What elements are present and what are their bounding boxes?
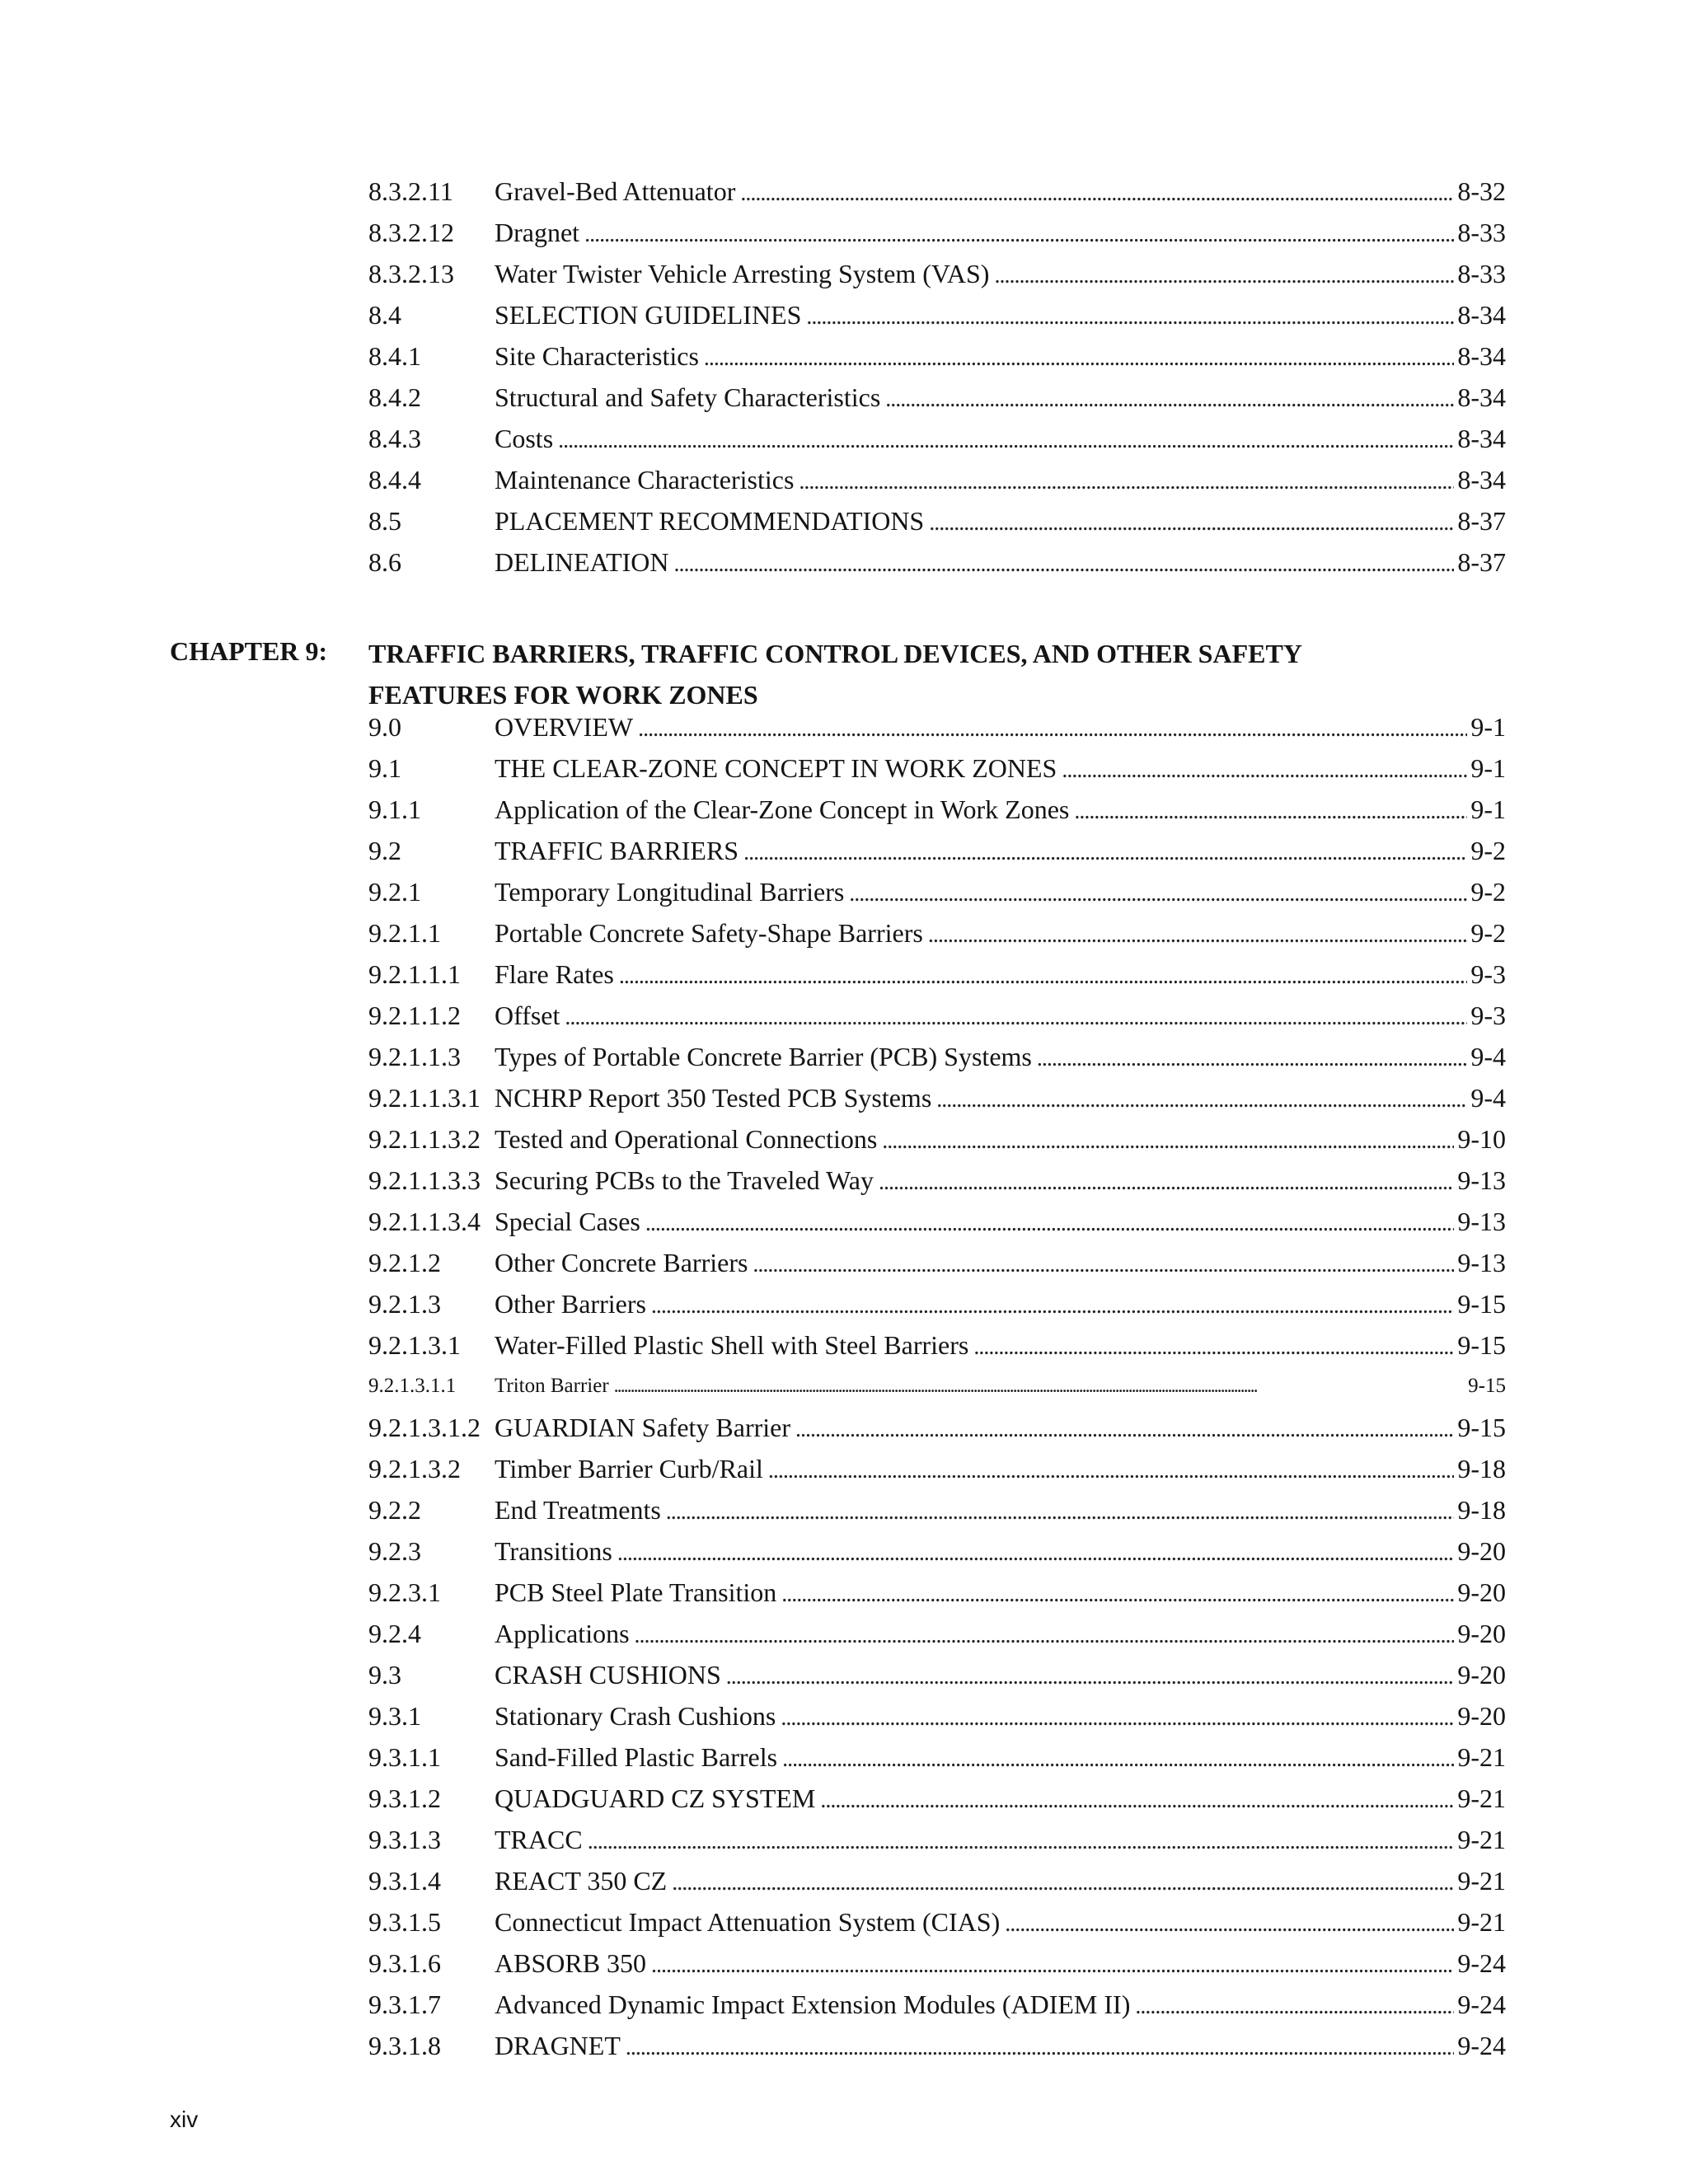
chapter-label: CHAPTER 9:	[170, 636, 328, 666]
toc-entry-page: 9-21	[1457, 1907, 1506, 1937]
toc-entry-number: 8.6	[368, 547, 401, 577]
toc-entry-number: 9.0	[368, 712, 401, 742]
toc-entry-number: 9.2.3.1	[368, 1577, 441, 1607]
toc-entry[interactable]	[368, 462, 1506, 498]
toc-entry-title: Securing PCBs to the Traveled Way	[495, 1165, 874, 1195]
toc-entry-page: 9-15	[1468, 1375, 1506, 1397]
toc-entry-page: 9-24	[1457, 2031, 1506, 2060]
toc-entry[interactable]	[368, 1533, 1506, 1569]
toc-entry-page: 8-37	[1457, 547, 1506, 577]
toc-entry-page: 8-32	[1457, 176, 1506, 206]
toc-entry[interactable]	[368, 297, 1506, 333]
toc-entry-number: 9.2.1.1.3.3	[368, 1165, 481, 1195]
toc-entry[interactable]	[368, 255, 1506, 292]
toc-entry-title: Other Barriers	[495, 1289, 646, 1319]
toc-entry[interactable]	[368, 1821, 1506, 1858]
toc-entry[interactable]	[368, 214, 1506, 251]
toc-entry-title: Site Characteristics	[495, 341, 699, 371]
toc-dot-leader	[588, 1824, 1455, 1860]
toc-entry-number: 9.3.1.4	[368, 1866, 441, 1896]
toc-entry[interactable]	[368, 420, 1506, 457]
toc-dot-leader	[584, 217, 1454, 253]
toc-entry-page: 9-20	[1457, 1536, 1506, 1566]
toc-entry-number: 9.3.1.6	[368, 1948, 441, 1978]
toc-entry-page: 9-2	[1470, 836, 1506, 865]
page-number: xiv	[170, 2107, 199, 2132]
toc-entry-page: 9-24	[1457, 1948, 1506, 1978]
toc-dot-leader	[936, 1082, 1467, 1118]
toc-entry-page: 8-34	[1457, 341, 1506, 371]
toc-entry-number: 9.2.1.1.1	[368, 959, 461, 989]
toc-dot-leader	[614, 1368, 1465, 1404]
toc-entry-page: 9-13	[1457, 1165, 1506, 1195]
toc-entry-title: Portable Concrete Safety-Shape Barriers	[495, 918, 923, 948]
toc-entry[interactable]	[368, 1327, 1506, 1363]
toc-entry-page: 9-10	[1457, 1124, 1506, 1154]
toc-entry-page: 8-34	[1457, 300, 1506, 330]
toc-entry-number: 9.2.1.1.3	[368, 1042, 461, 1071]
toc-entry-page: 9-21	[1457, 1825, 1506, 1854]
toc-entry-title: DRAGNET	[495, 2031, 621, 2060]
toc-dot-leader	[743, 835, 1467, 871]
toc-entry-number: 9.2.1.1.3.4	[368, 1207, 481, 1236]
toc-entry[interactable]	[368, 1162, 1506, 1198]
toc-entry-number: 9.3.1.7	[368, 1990, 441, 2019]
toc-entry-page: 9-20	[1457, 1660, 1506, 1690]
toc-entry-number: 9.1.1	[368, 794, 421, 824]
toc-entry[interactable]	[368, 1038, 1506, 1075]
toc-dot-leader	[1062, 752, 1467, 789]
toc-entry-page: 9-1	[1470, 712, 1506, 742]
toc-entry-number: 9.2.1.1.3.2	[368, 1124, 481, 1154]
toc-entry[interactable]	[368, 997, 1506, 1033]
toc-entry[interactable]	[368, 1615, 1506, 1652]
toc-entry-page: 9-20	[1457, 1577, 1506, 1607]
toc-entry-page: 8-33	[1457, 259, 1506, 288]
toc-entry-page: 8-34	[1457, 382, 1506, 412]
toc-entry-number: 9.2.3	[368, 1536, 421, 1566]
toc-entry-number: 9.2.1	[368, 877, 421, 907]
toc-entry-title: Costs	[495, 424, 554, 453]
toc-entry-title: Timber Barrier Curb/Rail	[495, 1454, 763, 1483]
toc-dot-leader	[994, 258, 1454, 294]
toc-entry-page: 9-15	[1457, 1330, 1506, 1360]
toc-entry-page: 9-21	[1457, 1742, 1506, 1772]
toc-dot-leader	[781, 1700, 1454, 1736]
toc-dot-leader	[645, 1206, 1455, 1242]
toc-entry[interactable]	[368, 1286, 1506, 1322]
toc-dot-leader	[882, 1123, 1454, 1160]
toc-dot-leader	[820, 1783, 1454, 1819]
toc-dot-leader	[565, 1000, 1467, 1036]
toc-entry-page: 9-24	[1457, 1990, 1506, 2019]
toc-entry-number: 9.3	[368, 1660, 401, 1690]
toc-entry-number: 8.5	[368, 506, 401, 536]
toc-dot-leader	[666, 1494, 1455, 1530]
chapter-title: TRAFFIC BARRIERS, TRAFFIC CONTROL DEVICES, AND OTHER SAFETY FEATURES FOR WORK ZONES	[368, 639, 1301, 710]
toc-entry-page: 8-34	[1457, 424, 1506, 453]
toc-entry[interactable]	[368, 791, 1506, 827]
toc-entry[interactable]	[368, 1203, 1506, 1240]
toc-entry-page: 9-21	[1457, 1866, 1506, 1896]
toc-entry-page: 9-3	[1470, 1001, 1506, 1030]
toc-entry-number: 9.2.1.1.2	[368, 1001, 461, 1030]
toc-dot-leader	[651, 1288, 1454, 1324]
toc-dot-leader	[849, 876, 1467, 912]
toc-entry-page: 9-15	[1457, 1413, 1506, 1442]
toc-entry-title: GUARDIAN Safety Barrier	[495, 1413, 791, 1442]
toc-entry[interactable]	[368, 915, 1506, 951]
toc-dot-leader	[782, 1741, 1454, 1778]
toc-entry[interactable]	[368, 1492, 1506, 1528]
toc-entry[interactable]	[368, 1657, 1506, 1693]
toc-entry-number: 8.3.2.13	[368, 259, 454, 288]
toc-entry-title: ABSORB 350	[495, 1948, 647, 1978]
toc-entry-title: THE CLEAR-ZONE CONCEPT IN WORK ZONES	[495, 753, 1057, 783]
toc-entry-page: 9-13	[1457, 1248, 1506, 1277]
toc-entry[interactable]	[368, 750, 1506, 786]
toc-entry-title: OVERVIEW	[495, 712, 634, 742]
toc-entry-number: 9.2.1.3.1.2	[368, 1413, 481, 1442]
toc-entry[interactable]	[368, 1863, 1506, 1899]
toc-entry-number: 8.4.4	[368, 465, 421, 494]
toc-entry[interactable]	[368, 1945, 1506, 1981]
toc-entry[interactable]	[368, 1451, 1506, 1487]
toc-entry[interactable]	[368, 1986, 1506, 2022]
toc-dot-leader	[619, 958, 1468, 995]
toc-entry-title: SELECTION GUIDELINES	[495, 300, 802, 330]
toc-entry-page: 9-18	[1457, 1454, 1506, 1483]
toc-entry[interactable]	[368, 709, 1506, 745]
toc-entry-number: 9.3.1.3	[368, 1825, 441, 1854]
toc-entry-number: 9.3.1.8	[368, 2031, 441, 2060]
toc-entry-number: 8.3.2.12	[368, 218, 454, 247]
toc-entry-title: Temporary Longitudinal Barriers	[495, 877, 845, 907]
toc-entry-page: 8-33	[1457, 218, 1506, 247]
toc-entry-title: Types of Portable Concrete Barrier (PCB) Systems	[495, 1042, 1032, 1071]
toc-entry[interactable]	[368, 1244, 1506, 1281]
toc-entry-title: QUADGUARD CZ SYSTEM	[495, 1783, 816, 1813]
toc-dot-leader	[1074, 794, 1467, 830]
toc-entry-title: Structural and Safety Characteristics	[495, 382, 881, 412]
toc-dot-leader	[651, 1947, 1454, 1984]
toc-dot-leader	[726, 1659, 1455, 1695]
toc-dot-leader	[674, 546, 1455, 583]
toc-entry-title: Transitions	[495, 1536, 612, 1566]
toc-entry-page: 9-21	[1457, 1783, 1506, 1813]
toc-entry-title: DELINEATION	[495, 547, 669, 577]
toc-entry-title: TRAFFIC BARRIERS	[495, 836, 739, 865]
toc-entry-title: Dragnet	[495, 218, 580, 247]
toc-entry-number: 8.4.1	[368, 341, 421, 371]
toc-entry-page: 9-20	[1457, 1619, 1506, 1648]
toc-dot-leader	[1135, 1989, 1454, 2025]
toc-entry-page: 9-4	[1470, 1083, 1506, 1113]
toc-dot-leader	[558, 423, 1454, 459]
toc-entry-number: 9.2.1.3	[368, 1289, 441, 1319]
toc-dot-leader	[799, 464, 1454, 500]
toc-entry-page: 8-34	[1457, 465, 1506, 494]
toc-entry-number: 9.2.1.3.1.1	[368, 1375, 457, 1397]
toc-entry[interactable]	[368, 1368, 1506, 1404]
toc-entry[interactable]	[368, 2027, 1506, 2064]
toc-entry-number: 9.3.1.2	[368, 1783, 441, 1813]
toc-entry[interactable]	[368, 1080, 1506, 1116]
toc-entry-number: 9.2.1.1.3.1	[368, 1083, 481, 1113]
toc-dot-leader	[806, 299, 1454, 335]
toc-entry-title: REACT 350 CZ	[495, 1866, 668, 1896]
toc-entry-title: Stationary Crash Cushions	[495, 1701, 776, 1731]
toc-dot-leader	[795, 1412, 1454, 1448]
toc-dot-leader	[879, 1165, 1454, 1201]
toc-entry-title: Connecticut Impact Attenuation System (CIAS)	[495, 1907, 1001, 1937]
toc-entry-number: 9.2.2	[368, 1495, 421, 1525]
toc-entry-number: 9.2.1.3.2	[368, 1454, 461, 1483]
toc-dot-leader	[885, 382, 1454, 418]
toc-dot-leader	[626, 2030, 1454, 2066]
toc-dot-leader	[617, 1535, 1454, 1572]
toc-entry-page: 9-2	[1470, 877, 1506, 907]
toc-entry-number: 8.3.2.11	[368, 176, 453, 206]
toc-entry-number: 9.3.1	[368, 1701, 421, 1731]
toc-entry-title: CRASH CUSHIONS	[495, 1660, 721, 1690]
toc-entry-title: Water Twister Vehicle Arresting System (VAS)	[495, 259, 990, 288]
toc-entry-page: 9-4	[1470, 1042, 1506, 1071]
toc-dot-leader	[635, 1618, 1455, 1654]
toc-dot-leader	[704, 340, 1454, 377]
toc-entry-page: 9-2	[1470, 918, 1506, 948]
toc-entry-title: Offset	[495, 1001, 560, 1030]
toc-entry-page: 9-13	[1457, 1207, 1506, 1236]
toc-entry[interactable]	[368, 874, 1506, 910]
toc-entry-page: 9-15	[1457, 1289, 1506, 1319]
toc-entry-title: Gravel-Bed Attenuator	[495, 176, 736, 206]
toc-entry[interactable]	[368, 1780, 1506, 1816]
toc-entry-title: Advanced Dynamic Impact Extension Modules (ADIEM II)	[495, 1990, 1131, 2019]
toc-entry-number: 9.2.1.1	[368, 918, 441, 948]
toc-entry[interactable]	[368, 173, 1506, 209]
toc-entry-title: Maintenance Characteristics	[495, 465, 795, 494]
toc-entry-title: PCB Steel Plate Transition	[495, 1577, 777, 1607]
toc-entry-title: PLACEMENT RECOMMENDATIONS	[495, 506, 925, 536]
toc-entry-title: Sand-Filled Plastic Barrels	[495, 1742, 778, 1772]
toc-entry[interactable]	[368, 338, 1506, 374]
toc-dot-leader	[753, 1247, 1454, 1283]
toc-dot-leader	[973, 1329, 1454, 1366]
toc-entry-title: End Treatments	[495, 1495, 661, 1525]
toc-entry-number: 8.4.2	[368, 382, 421, 412]
toc-dot-leader	[1005, 1906, 1454, 1943]
toc-entry-title: TRACC	[495, 1825, 583, 1854]
toc-entry[interactable]	[368, 1574, 1506, 1610]
toc-entry-page: 8-37	[1457, 506, 1506, 536]
toc-entry[interactable]	[368, 1904, 1506, 1940]
toc-dot-leader	[740, 176, 1454, 212]
toc-entry-number: 9.2.1.3.1	[368, 1330, 461, 1360]
toc-dot-leader	[768, 1453, 1454, 1489]
toc-entry-title: Application of the Clear-Zone Concept in Work Zones	[495, 794, 1070, 824]
toc-entry-page: 9-1	[1470, 794, 1506, 824]
toc-entry-page: 9-3	[1470, 959, 1506, 989]
toc-entry-title: Other Concrete Barriers	[495, 1248, 748, 1277]
toc-entry-number: 9.3.1.1	[368, 1742, 441, 1772]
toc-entry-number: 8.4.3	[368, 424, 421, 453]
toc-entry[interactable]	[368, 1739, 1506, 1775]
toc-entry-number: 9.2	[368, 836, 401, 865]
toc-entry-title: Triton Barrier	[495, 1375, 609, 1397]
toc-dot-leader	[928, 917, 1468, 954]
toc-entry-page: 9-1	[1470, 753, 1506, 783]
toc-entry[interactable]	[368, 379, 1506, 415]
toc-dot-leader	[638, 711, 1467, 748]
toc-dot-leader	[672, 1865, 1454, 1901]
toc-entry[interactable]	[368, 1121, 1506, 1157]
toc-entry-number: 9.1	[368, 753, 401, 783]
toc-dot-leader	[1037, 1041, 1467, 1077]
toc-entry-title: NCHRP Report 350 Tested PCB Systems	[495, 1083, 932, 1113]
toc-entry-title: Special Cases	[495, 1207, 640, 1236]
toc-entry[interactable]	[368, 832, 1506, 869]
toc-entry[interactable]	[368, 544, 1506, 580]
toc-entry-number: 9.3.1.5	[368, 1907, 441, 1937]
toc-dot-leader	[781, 1577, 1454, 1613]
toc-entry-number: 9.2.4	[368, 1619, 421, 1648]
toc-entry[interactable]	[368, 1698, 1506, 1734]
toc-entry-number: 8.4	[368, 300, 401, 330]
toc-dot-leader	[929, 505, 1454, 541]
toc-entry[interactable]	[368, 503, 1506, 539]
toc-entry-number: 9.2.1.2	[368, 1248, 441, 1277]
toc-entry-title: Water-Filled Plastic Shell with Steel Barriers	[495, 1330, 969, 1360]
toc-entry-title: Tested and Operational Connections	[495, 1124, 878, 1154]
toc-entry[interactable]	[368, 1409, 1506, 1446]
toc-entry-title: Flare Rates	[495, 959, 614, 989]
toc-entry[interactable]	[368, 956, 1506, 992]
toc-entry-page: 9-20	[1457, 1701, 1506, 1731]
toc-entry-page: 9-18	[1457, 1495, 1506, 1525]
toc-entry-title: Applications	[495, 1619, 630, 1648]
